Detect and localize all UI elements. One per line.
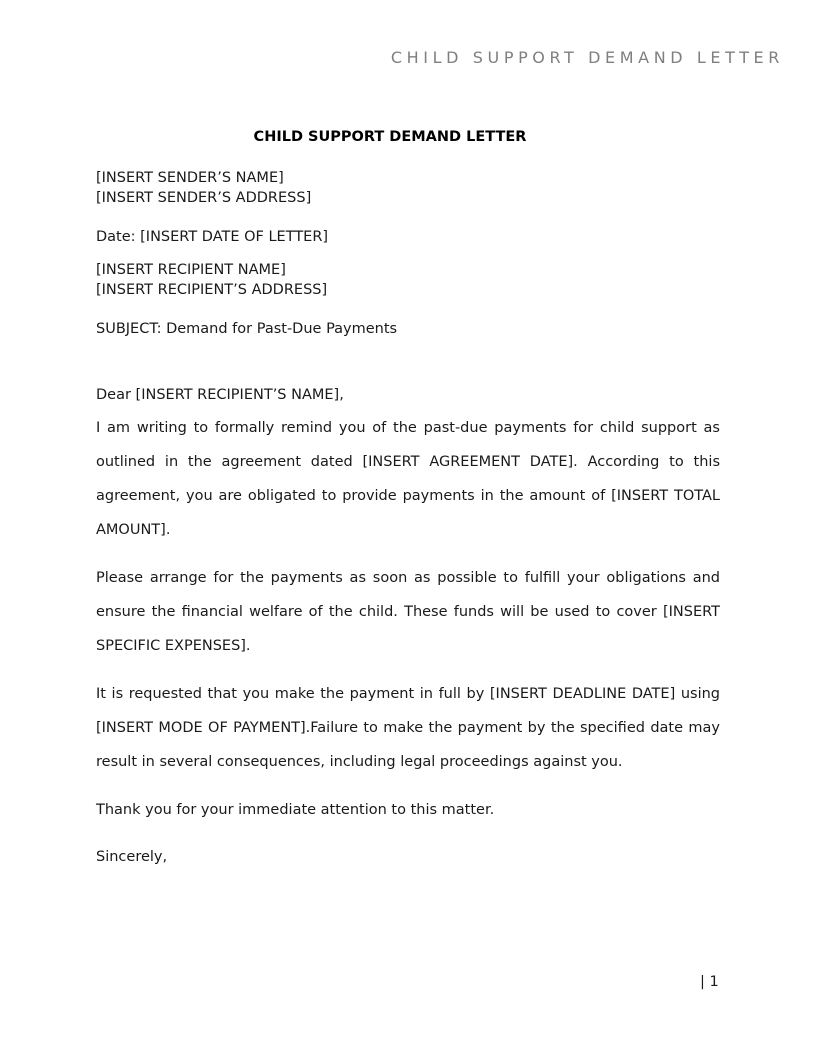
- page-number: | 1: [700, 974, 719, 990]
- letter-title: CHILD SUPPORT DEMAND LETTER: [253, 129, 527, 145]
- body-paragraph-2: Please arrange for the payments as soon as possible to fulfill your obligations and ensure the financial welfare of the child. These funds will be used to cover [INSERT SPECIFIC EXPENSES].: [96, 570, 720, 654]
- body-paragraph-4: Thank you for your immediate attention to this matter.: [96, 802, 495, 818]
- running-header: CHILD SUPPORT DEMAND LETTER: [390, 48, 784, 67]
- body-paragraph-1: I am writing to formally remind you of the past-due payments for child support as outlined in the agreement dated [INSERT AGREEMENT DATE]. According to this agreement, you are obligated to provide payments in the amount of [INSERT TOTAL AMOUNT].: [96, 420, 720, 538]
- sender-name: [INSERT SENDER’S NAME]: [96, 170, 284, 186]
- letter-date: Date: [INSERT DATE OF LETTER]: [96, 229, 329, 245]
- sender-address: [INSERT SENDER’S ADDRESS]: [96, 190, 312, 206]
- subject-line: SUBJECT: Demand for Past-Due Payments: [96, 321, 398, 337]
- closing: Sincerely,: [96, 849, 168, 865]
- body-paragraph-3: It is requested that you make the payment in full by [INSERT DEADLINE DATE] using [INSERT MODE OF PAYMENT].Failure to make the payment by the specified date may result in several consequences, including legal proceedings against you.: [96, 686, 720, 770]
- recipient-name: [INSERT RECIPIENT NAME]: [96, 262, 286, 278]
- salutation: Dear [INSERT RECIPIENT’S NAME],: [96, 387, 344, 403]
- recipient-address: [INSERT RECIPIENT’S ADDRESS]: [96, 282, 328, 298]
